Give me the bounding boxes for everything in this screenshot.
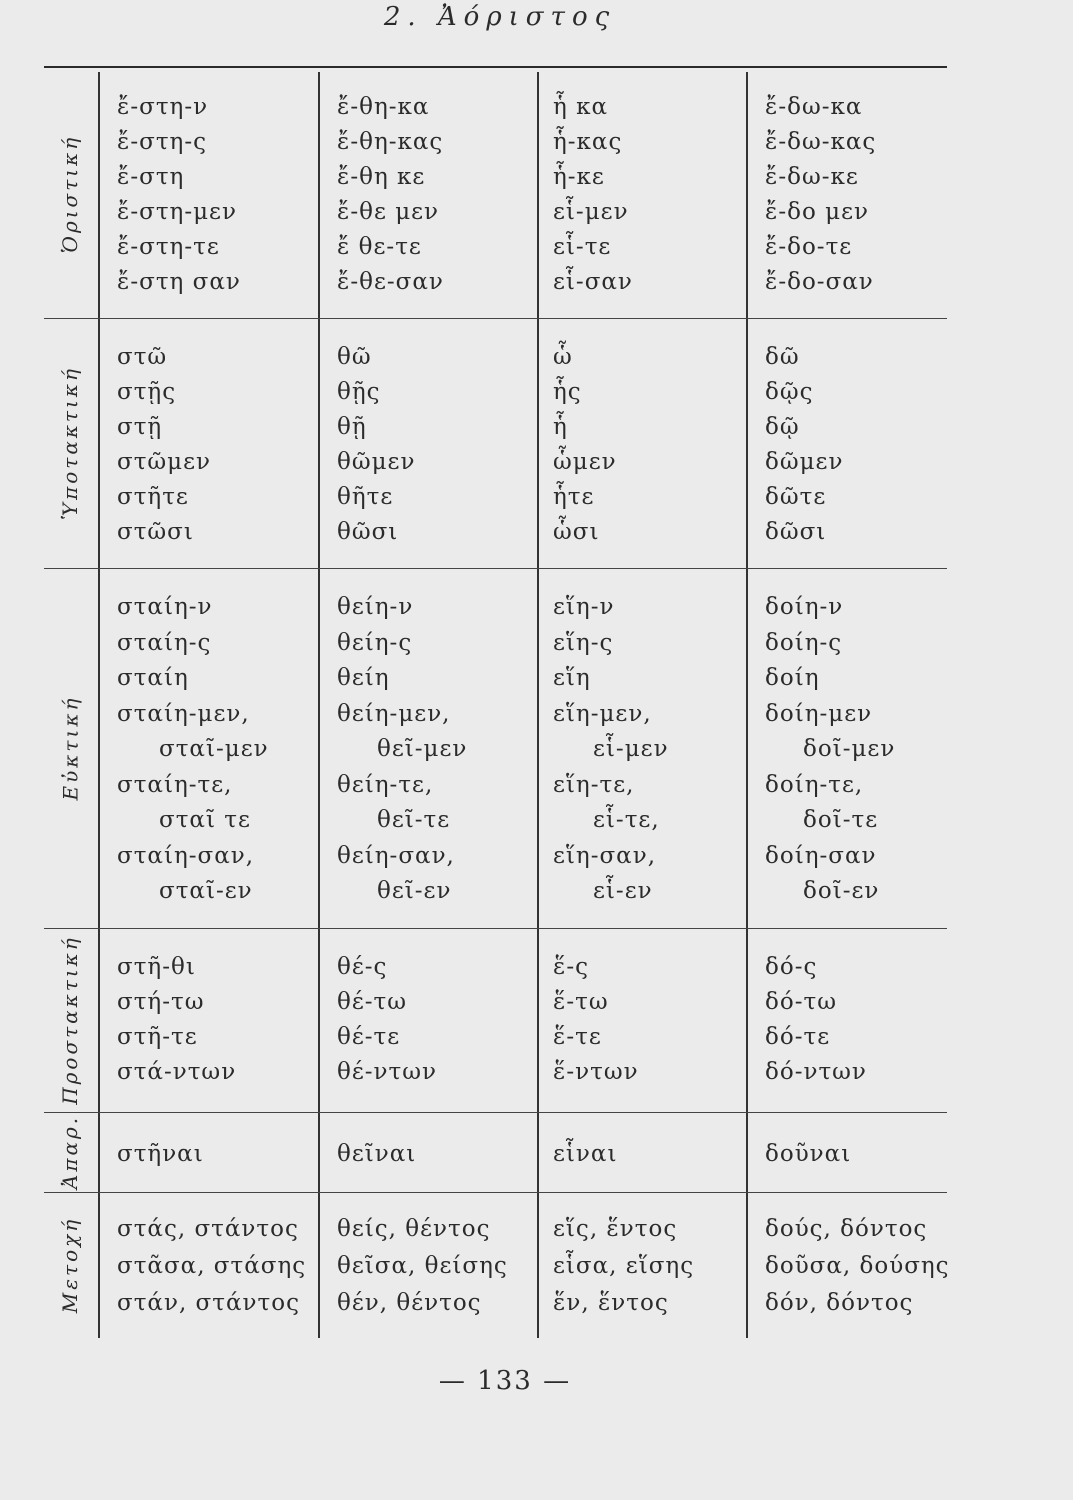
verb-form: θεῖσα, θείσης <box>337 1253 508 1279</box>
verb-form: δό-τω <box>765 989 837 1015</box>
verb-form: θεῖ-εν <box>377 878 452 904</box>
verb-form: θῶ <box>337 344 372 370</box>
verb-form: στάς, στάντος <box>117 1216 299 1242</box>
verb-form: εἵη-ν <box>553 594 615 620</box>
column-divider <box>318 72 320 1338</box>
verb-form: δό-τε <box>765 1024 831 1050</box>
verb-form: στή-τω <box>117 989 205 1015</box>
verb-form: σταίη-ν <box>117 594 213 620</box>
verb-form: ὧ <box>553 344 573 370</box>
section-divider <box>44 318 947 319</box>
verb-form: θῶμεν <box>337 449 416 475</box>
verb-form: θέ-ς <box>337 954 388 980</box>
section-label-text: Ἀπαρ. <box>58 1114 82 1190</box>
verb-form: ἔ-θη κε <box>337 164 426 190</box>
verb-form: θεῖ-τε <box>377 807 451 833</box>
verb-form: ἧτε <box>553 484 595 510</box>
verb-form: θείς, θέντος <box>337 1216 491 1242</box>
verb-form: ὧσι <box>553 519 600 545</box>
verb-form: δοῖ-εν <box>803 878 880 904</box>
verb-form: ἔ-θε μεν <box>337 199 440 225</box>
header-rule <box>44 66 947 68</box>
verb-form: ἕ-ς <box>553 954 589 980</box>
verb-form: ἧς <box>553 379 582 405</box>
verb-form: εἷ-εν <box>593 878 653 904</box>
verb-form: εἵη-ς <box>553 629 614 656</box>
verb-form: δῷς <box>765 379 814 405</box>
verb-form: ἧ κα <box>553 94 608 120</box>
verb-form: θῆτε <box>337 484 394 510</box>
section-label-text: Ὑποτακτική <box>58 366 83 520</box>
section-label-text: Μετοχή <box>58 1216 83 1314</box>
verb-form: θῶσι <box>337 519 399 545</box>
verb-form: στῆ-θι <box>117 954 196 980</box>
section-label-text: Προστακτική <box>58 935 82 1105</box>
verb-form: ὧμεν <box>553 449 617 475</box>
verb-form: δῶμεν <box>765 449 844 475</box>
verb-form: θεῖναι <box>337 1141 417 1167</box>
verb-form: ἧ <box>553 414 568 440</box>
verb-form: εἵς, ἕντος <box>553 1216 678 1242</box>
verb-form: εἷσα, εἵσης <box>553 1253 695 1279</box>
verb-form: σταίη-ς <box>117 629 212 656</box>
verb-form: ἔ-στη-μεν <box>117 199 237 225</box>
verb-form: δοίη <box>765 665 820 691</box>
verb-form: ἔ-δο μεν <box>765 199 869 225</box>
verb-form: θείη-σαν, <box>337 842 455 869</box>
verb-form: σταίη-τε, <box>117 771 233 798</box>
verb-form: ἔ-στη-ς <box>117 129 207 155</box>
verb-form: θῇς <box>337 379 381 405</box>
verb-form: ἔ-στη-ν <box>117 94 209 120</box>
verb-form: ἧ-κε <box>553 164 605 190</box>
section-divider <box>44 928 947 929</box>
verb-form: ἔ-δο-τε <box>765 234 853 260</box>
verb-form: θῇ <box>337 414 367 440</box>
verb-form: δοίη-μεν <box>765 700 873 727</box>
verb-form: στάν, στάντος <box>117 1290 300 1316</box>
verb-form: ἕ-τω <box>553 989 609 1015</box>
verb-form: σταῖ-εν <box>159 878 253 904</box>
verb-form: εἵη-μεν, <box>553 700 652 727</box>
section-label <box>50 1112 90 1192</box>
verb-form: ἔ-δο-σαν <box>765 269 874 295</box>
verb-form: ἔ-δω-κας <box>765 129 877 155</box>
verb-form: στά-ντων <box>117 1059 237 1085</box>
section-label-text: Εὐκτική <box>58 695 83 801</box>
section-divider <box>44 1192 947 1193</box>
section-label-text: Ὁριστική <box>58 134 83 254</box>
verb-form: ἔ-στη <box>117 164 185 190</box>
verb-form: στῶμεν <box>117 449 212 475</box>
verb-form: δῷ <box>765 414 800 440</box>
verb-form: θείη-ν <box>337 594 414 620</box>
verb-form: ἔ-στη σαν <box>117 269 241 295</box>
verb-form: στῇς <box>117 379 177 405</box>
verb-form: δοῦσα, δούσης <box>765 1253 950 1279</box>
verb-form: εἷ-σαν <box>553 269 633 295</box>
verb-form: σταῖ τε <box>159 807 251 833</box>
section-label <box>50 928 90 1112</box>
verb-form: δοῖ-μεν <box>803 736 896 762</box>
section-label <box>50 1192 90 1338</box>
verb-form: εἷ-τε, <box>593 807 660 833</box>
verb-form: δούς, δόντος <box>765 1216 928 1242</box>
verb-form: στῆ-τε <box>117 1024 198 1050</box>
verb-form: ἔ-θε-σαν <box>337 269 444 295</box>
verb-form: θέ-ντων <box>337 1059 437 1085</box>
verb-form: δοῦναι <box>765 1141 852 1167</box>
verb-form: δοίη-τε, <box>765 771 864 798</box>
verb-form: ἕ-ντων <box>553 1059 639 1085</box>
verb-form: θείη <box>337 665 390 691</box>
verb-form: ἔ-δω-κα <box>765 94 863 120</box>
verb-form: στῶσι <box>117 519 194 545</box>
verb-form: ἔ-δω-κε <box>765 164 859 190</box>
verb-form: δοίη-ν <box>765 594 844 620</box>
page-number: — 133 — <box>438 1366 572 1396</box>
verb-form: δοίη-σαν <box>765 842 877 869</box>
verb-form: δῶσι <box>765 519 827 545</box>
verb-form: εἵη-σαν, <box>553 842 657 869</box>
verb-form: θέ-τε <box>337 1024 401 1050</box>
verb-form: δῶ <box>765 344 800 370</box>
verb-form: δοίη-ς <box>765 629 843 656</box>
verb-form: θείη-ς <box>337 629 413 656</box>
verb-form: ἔ-θη-κα <box>337 94 430 120</box>
verb-form: δό-ς <box>765 954 818 980</box>
verb-form: δοῖ-τε <box>803 807 879 833</box>
verb-form: θείη-τε, <box>337 771 434 798</box>
verb-form: ἧ-κας <box>553 129 623 155</box>
verb-form: εἵη-τε, <box>553 771 635 798</box>
verb-form: εἷ-μεν <box>593 736 669 762</box>
section-label <box>50 70 90 318</box>
verb-form: εἷ-τε <box>553 234 612 260</box>
verb-form: ἕ-τε <box>553 1024 602 1050</box>
verb-form: θέ-τω <box>337 989 408 1015</box>
column-divider <box>746 72 748 1338</box>
section-divider <box>44 568 947 569</box>
column-divider <box>98 72 100 1338</box>
verb-form: θέν, θέντος <box>337 1290 482 1316</box>
verb-form: στῆναι <box>117 1141 204 1167</box>
verb-form: δό-ντων <box>765 1059 867 1085</box>
verb-form: εἷναι <box>553 1141 618 1167</box>
verb-form: εἷ-μεν <box>553 199 629 225</box>
verb-form: δῶτε <box>765 484 827 510</box>
page-title: 2. Ἀόριστος <box>383 2 617 32</box>
verb-form: δόν, δόντος <box>765 1290 914 1316</box>
verb-form: σταίη-σαν, <box>117 842 255 869</box>
verb-form: σταίη <box>117 665 189 691</box>
verb-form: στῶ <box>117 344 168 370</box>
verb-form: ἔ θε-τε <box>337 234 422 260</box>
verb-form: ἔ-θη-κας <box>337 129 444 155</box>
verb-form: στῆτε <box>117 484 189 510</box>
column-divider <box>537 72 539 1338</box>
verb-form: εἵη <box>553 665 591 691</box>
verb-form: θείη-μεν, <box>337 700 451 727</box>
verb-form: σταίη-μεν, <box>117 700 250 727</box>
verb-form: στᾶσα, στάσης <box>117 1253 307 1279</box>
verb-form: θεῖ-μεν <box>377 736 468 762</box>
verb-form: σταῖ-μεν <box>159 736 269 762</box>
section-label <box>50 318 90 568</box>
section-label <box>50 568 90 928</box>
section-divider <box>44 1112 947 1113</box>
verb-form: ἔ-στη-τε <box>117 234 220 260</box>
verb-form: ἕν, ἕντος <box>553 1290 669 1316</box>
verb-form: στῇ <box>117 414 163 440</box>
